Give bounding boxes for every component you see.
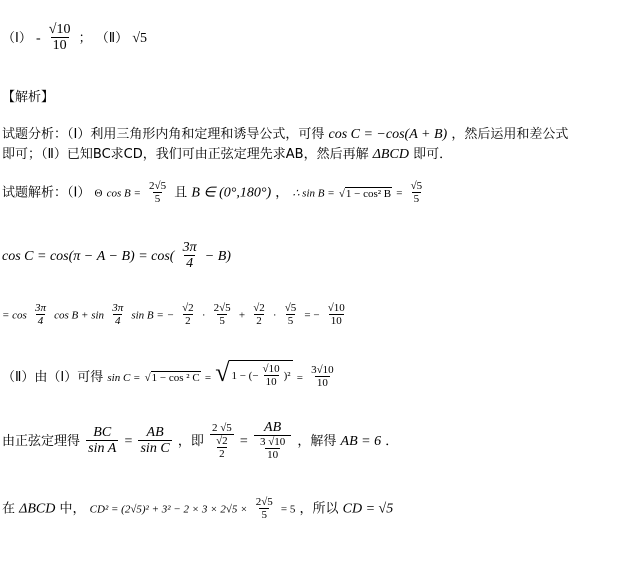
final-formula: CD² = (2√5)² + 3² − 2 × 3 × 2√5 × xyxy=(89,503,248,516)
ji-word: ，即 xyxy=(177,433,204,449)
ji-frac-1-sub-num: √2 xyxy=(216,434,228,447)
sinelaw-frac-1-den: sin A xyxy=(88,441,117,457)
expansion-frac-4 xyxy=(212,302,233,328)
solution-line-cosC xyxy=(2,240,231,273)
final-in: 在 xyxy=(2,501,16,517)
expansion-sinB-minus: sin B = − xyxy=(131,309,174,322)
expansion-frac-6-den: 5 xyxy=(287,315,294,328)
answer-separator: ； xyxy=(78,31,92,47)
expansion-frac-2-den: 4 xyxy=(114,315,121,328)
expansion-frac-3 xyxy=(180,302,196,328)
comma: ， xyxy=(275,185,289,201)
big-radicand-num: √10 xyxy=(262,363,280,375)
sinelaw-frac-1-num: BC xyxy=(93,424,112,440)
sinC-equals-2: = xyxy=(296,372,303,384)
equals-minus: = − xyxy=(304,309,320,322)
final-fraction xyxy=(254,496,275,522)
sinelaw-frac-1 xyxy=(86,425,118,458)
answer-part1-label: （Ⅰ） xyxy=(2,31,32,47)
sinelaw-intro: 由正弦定理得 xyxy=(2,433,81,449)
ji-frac-2-bottom xyxy=(254,435,291,462)
answer-line xyxy=(2,22,147,55)
B-range: B ∈ (0°,180°) xyxy=(191,185,272,201)
sinelaw-frac-2 xyxy=(138,425,171,458)
dot-1: · xyxy=(201,309,206,322)
expansion-result-num: √10 xyxy=(327,302,345,314)
expansion-frac-4-num: 2√5 xyxy=(213,302,231,314)
expansion-frac-5 xyxy=(251,302,267,328)
final-cd: CD = √5 xyxy=(342,501,394,517)
expansion-frac-5-num: √2 xyxy=(253,302,265,314)
analysis-formula: cos C = −cos(A + B) xyxy=(328,127,448,142)
sinB-fraction xyxy=(409,180,425,206)
expansion-frac-1-den: 4 xyxy=(37,315,44,328)
sinC-sqrt: √1 − cos ² C xyxy=(144,372,200,384)
expansion-cosB-sin: cos B + sin xyxy=(54,309,105,322)
expansion-result-den: 10 xyxy=(330,315,342,328)
result-word: ，解得 xyxy=(297,433,337,449)
ji-frac-1 xyxy=(210,422,234,461)
analysis-line-1 xyxy=(2,123,568,143)
answer-part1-numerator: √10 xyxy=(48,22,71,37)
solution-line-sinC xyxy=(2,360,338,391)
final-fraction-den: 5 xyxy=(261,509,267,522)
sinB-sqrt: √1 − cos² B xyxy=(338,187,392,200)
ji-frac-2-sub-num: 3 √10 xyxy=(259,436,286,449)
analysis-line2-end: 即可． xyxy=(413,147,453,162)
cosC-expansion-a: cos C = cos(π − A − B) = cos( xyxy=(2,249,175,265)
plus-sign: + xyxy=(238,309,246,322)
big-radicand-b: )² xyxy=(283,370,291,383)
sinC-big-sqrt: √ 1 − (− $\frac{√10}{10}$ )² xyxy=(215,358,291,389)
sinelaw-frac-2-num: AB xyxy=(146,424,164,440)
solution-line-expansion xyxy=(2,302,349,328)
final-fraction-num: 2√5 xyxy=(255,496,273,508)
solution-line-sinelaw xyxy=(2,420,398,463)
result-equation: AB = 6 xyxy=(340,433,382,449)
sinC-result-den: 10 xyxy=(316,377,328,390)
expansion-frac-6-num: √5 xyxy=(284,302,297,314)
sinC-radicand: 1 − cos ² C xyxy=(151,372,200,384)
expansion-result xyxy=(326,302,347,328)
and-word: 且 xyxy=(174,185,192,201)
sinB-numerator: √5 xyxy=(410,180,423,192)
answer-part1-denominator: 10 xyxy=(52,38,67,54)
ji-frac-2-top: AB xyxy=(264,420,282,435)
sinC-result xyxy=(309,364,336,390)
ji-frac-1-sub xyxy=(214,435,230,461)
sinC-label: sin C = xyxy=(107,372,141,384)
solution-line-cosB xyxy=(2,180,426,206)
expansion-frac-1-num: 3π xyxy=(34,302,46,314)
jiexi-heading: 【解析】 xyxy=(2,90,55,105)
big-radicand-a: 1 − (− xyxy=(231,370,259,383)
expansion-frac-1 xyxy=(33,302,48,328)
therefore-sinB: ∴ sin B = xyxy=(292,187,335,200)
sinelaw-frac-2-den: sin C xyxy=(140,441,170,457)
sinC-equals-1: = xyxy=(204,372,212,384)
expansion-frac-2-num: 3π xyxy=(112,302,124,314)
sinC-result-num: 3√10 xyxy=(311,364,334,377)
ji-frac-1-bottom xyxy=(210,434,234,461)
analysis-triangle: ΔBCD xyxy=(372,147,409,162)
expansion-frac-3-num: √2 xyxy=(182,302,194,314)
analysis-line-2 xyxy=(2,143,452,163)
dot-2: · xyxy=(272,309,277,322)
result-period: ． xyxy=(385,433,399,449)
final-equals: = 5 xyxy=(280,503,296,516)
answer-minus: - xyxy=(35,31,41,47)
expansion-frac-5-den: 2 xyxy=(256,315,262,328)
answer-part2-value: √5 xyxy=(132,31,148,47)
final-triangle: ΔBCD xyxy=(19,501,56,517)
ji-frac-1-top: 2 √5 xyxy=(211,421,232,434)
final-zhong: 中， xyxy=(59,501,86,517)
cosC-numerator: 3π xyxy=(182,240,197,255)
analysis-line2-text: 即可；（Ⅱ）已知BC求CD，我们可由正弦定理先求AB，然后再解 xyxy=(2,147,369,162)
cosB-denominator: 5 xyxy=(154,193,161,206)
solution-line-final xyxy=(2,496,393,522)
ji-equals: = xyxy=(239,433,248,449)
cosB-fraction xyxy=(147,180,168,206)
analysis-suffix: ，然后运用和差公式 xyxy=(451,127,569,142)
answer-part1-fraction xyxy=(47,22,73,55)
cosB-label: cos B = xyxy=(106,187,141,200)
expansion-frac-6 xyxy=(283,302,299,328)
part2-intro: （Ⅱ）由（Ⅰ）可得 xyxy=(2,370,104,385)
cosC-expansion-b: − B) xyxy=(204,249,231,265)
sinB-denominator: 5 xyxy=(413,193,420,206)
because-symbol: Θ xyxy=(94,187,103,200)
expansion-cos: = cos xyxy=(2,309,27,322)
expansion-frac-3-den: 2 xyxy=(185,315,191,328)
ji-frac-2-sub-den: 10 xyxy=(267,449,279,462)
expansion-frac-4-den: 5 xyxy=(219,315,225,328)
cosC-denominator: 4 xyxy=(186,256,194,272)
cosC-fraction xyxy=(181,240,199,273)
analysis-prefix: 试题分析：（Ⅰ）利用三角形内角和定理和诱导公式，可得 xyxy=(2,127,325,142)
cosB-numerator: 2√5 xyxy=(149,180,167,192)
final-suoyi: ，所以 xyxy=(299,501,339,517)
answer-part2-label: （Ⅱ） xyxy=(95,31,129,47)
big-radicand-den: 10 xyxy=(265,376,277,389)
ji-frac-2-sub xyxy=(258,436,287,462)
expansion-frac-2 xyxy=(110,302,125,328)
big-radicand-fraction xyxy=(261,363,282,389)
solution-intro: 试题解析：（Ⅰ） xyxy=(2,185,91,201)
ji-frac-2 xyxy=(254,420,291,463)
sinB-equals: = xyxy=(396,187,403,200)
sinB-radicand: 1 − cos² B xyxy=(345,187,392,200)
sinelaw-equals: = xyxy=(124,433,133,449)
ji-frac-1-sub-den: 2 xyxy=(219,447,225,460)
